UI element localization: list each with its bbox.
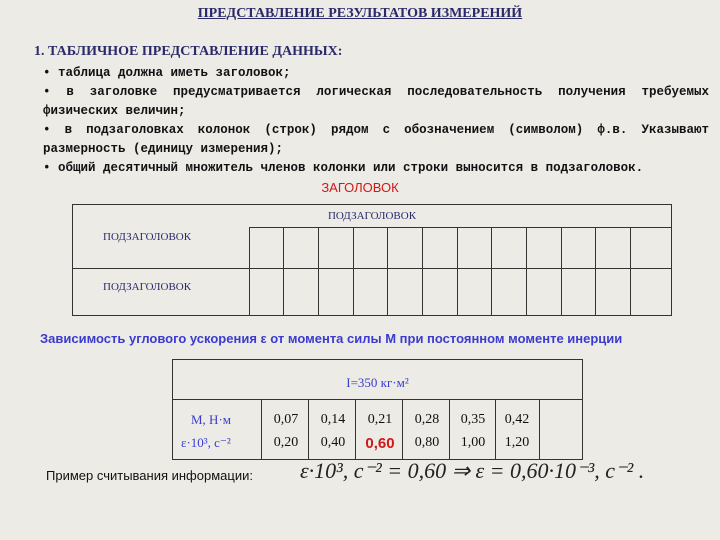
cell-e-3-highlighted: 0,60 [365, 435, 395, 452]
cell-e-1: 0,20 [273, 435, 299, 450]
inertia-value: I=350 кг·м² [346, 375, 409, 390]
cell-m-3: 0,21 [367, 412, 393, 427]
bullet-3-line-1: • в подзаголовках колонок (строк) рядом с обозначением (символом) ф.в. Указывают [43, 123, 709, 137]
table-caption: Зависимость углового ускорения ε от момента силы М при постоянном моменте инерции [40, 331, 623, 346]
template-table [72, 204, 672, 316]
cell-m-2: 0,14 [320, 412, 346, 427]
bullet-3-line-2: размерность (единицу измерения); [43, 142, 284, 156]
bullet-1: • таблица должна иметь заголовок; [43, 66, 291, 80]
template-heading: ЗАГОЛОВОК [321, 180, 399, 195]
cell-m-4: 0,28 [414, 412, 440, 427]
cell-m-1: 0,07 [273, 412, 299, 427]
row-subheading-1: ПОДЗАГОЛОВОК [103, 231, 192, 243]
cell-m-5: 0,35 [460, 412, 486, 427]
section-heading: 1. ТАБЛИЧНОЕ ПРЕДСТАВЛЕНИЕ ДАННЫХ: [34, 44, 343, 59]
bullet-2-line-2: физических величин; [43, 104, 186, 118]
cell-e-4: 0,80 [414, 435, 440, 450]
cell-m-6: 0,42 [504, 412, 530, 427]
bullet-4: • общий десятичный множитель членов колонки или строки выносится в подзаголовок. [43, 161, 644, 175]
row-subheading-2: ПОДЗАГОЛОВОК [103, 281, 192, 293]
cell-e-5: 1,00 [460, 435, 486, 450]
page-title: ПРЕДСТАВЛЕНИЕ РЕЗУЛЬТАТОВ ИЗМЕРЕНИЙ [197, 6, 523, 21]
cell-e-6: 1,20 [504, 435, 530, 450]
cell-e-2: 0,40 [320, 435, 346, 450]
example-label: Пример считывания информации: [46, 468, 253, 483]
row-label-moment: М, Н·м [191, 412, 232, 427]
row-label-acceleration: ε·10³, с⁻² [181, 435, 231, 450]
column-subheading: ПОДЗАГОЛОВОК [327, 210, 417, 222]
bullet-2-line-1: • в заголовке предусматривается логическая последовательность получения требуемых [43, 85, 709, 99]
example-formula: ε·10³, с⁻² = 0,60 ⇒ ε = 0,60·10⁻³, с⁻² . [300, 458, 645, 483]
